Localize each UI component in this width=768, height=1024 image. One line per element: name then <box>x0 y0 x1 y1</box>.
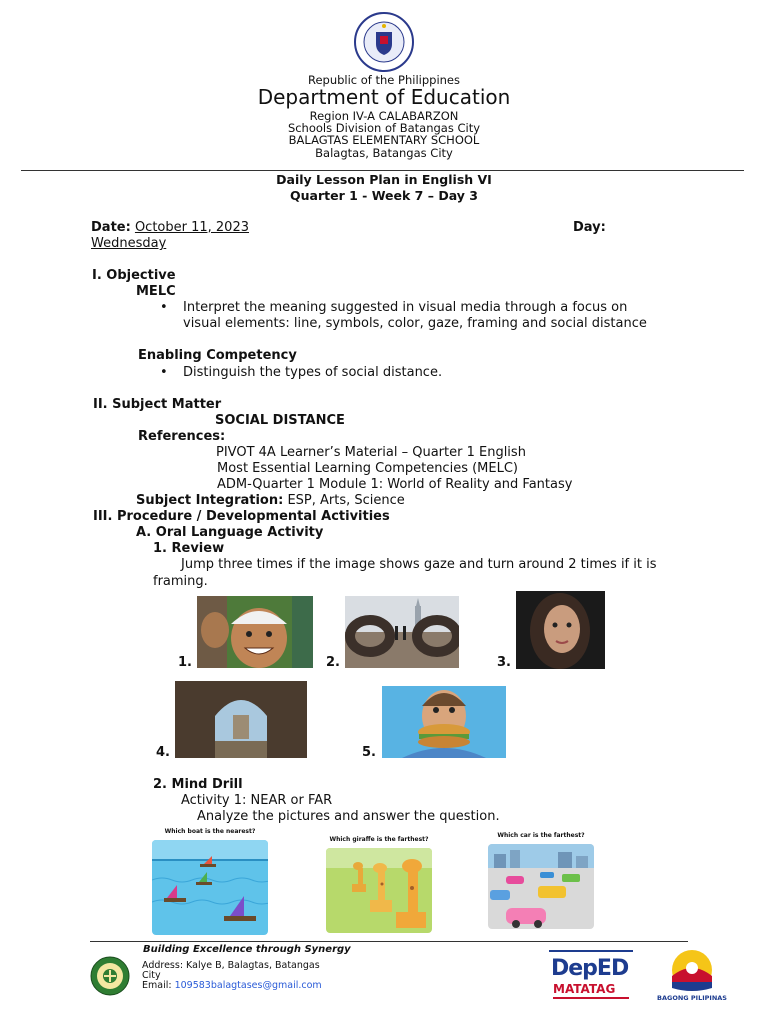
melc-line-2: visual elements: line, symbols, color, gaze, framing and social distance <box>183 316 647 331</box>
footer-address-line-2: City <box>142 970 161 981</box>
lesson-subtitle: Quarter 1 - Week 7 – Day 3 <box>290 188 478 203</box>
review-image-1-smiling-boy <box>197 596 313 668</box>
integration-value: ESP, Arts, Science <box>283 493 405 508</box>
image-number-5: 5. <box>362 745 376 760</box>
image-number-2: 2. <box>326 655 340 670</box>
topic: SOCIAL DISTANCE <box>215 413 345 428</box>
references-label: References: <box>138 429 226 444</box>
logo-underline <box>553 997 629 999</box>
deped-seal-icon <box>352 12 416 72</box>
school-address: Balagtas, Batangas City <box>315 146 453 160</box>
oral-language-heading: A. Oral Language Activity <box>136 525 324 540</box>
subject-matter-heading: II. Subject Matter <box>93 397 222 412</box>
reference-2: Most Essential Learning Competencies (MELC) <box>217 461 518 476</box>
drill-title-giraffes: Which giraffe is the farthest? <box>329 836 429 843</box>
school-text: BALAGTAS ELEMENTARY SCHOOL <box>288 133 480 147</box>
footer-email-label: Email: <box>142 980 175 991</box>
drill-image-cars <box>488 844 594 929</box>
review-line-2: framing. <box>153 574 208 589</box>
drill-image-boats <box>152 840 268 935</box>
bagong-pilipinas-logo <box>652 948 732 1006</box>
activity-label: Activity 1: NEAR or FAR <box>181 793 333 808</box>
date-label: Date: <box>91 220 131 235</box>
review-image-4-archway <box>175 681 307 758</box>
enabling-label: Enabling Competency <box>138 348 297 363</box>
date-value: October 11, 2023 <box>134 220 249 235</box>
footer-divider <box>90 941 688 942</box>
enabling-item: Distinguish the types of social distance. <box>183 365 443 380</box>
drill-title-boats: Which boat is the nearest? <box>164 828 256 835</box>
melc-line-1: Interpret the meaning suggested in visual media through a focus on <box>183 300 628 315</box>
department-title: Department of Education <box>257 85 511 109</box>
footer-motto: Building Excellence through Synergy <box>143 944 351 955</box>
deped-seal <box>352 12 416 72</box>
melc-label: MELC <box>136 284 176 299</box>
review-image-5-man-burger <box>382 686 506 758</box>
image-number-4: 4. <box>156 745 170 760</box>
lesson-title: Daily Lesson Plan in English VI <box>276 172 492 187</box>
drill-title-cars: Which car is the farthest? <box>497 832 585 839</box>
matatag-logo-text: MATATAG <box>553 982 616 996</box>
footer-email-link[interactable]: 109583balagtases@gmail.com <box>174 980 322 991</box>
logo-bar <box>549 950 633 952</box>
bagong-pilipinas-text: BAGONG PILIPINAS <box>657 994 727 1002</box>
school-logo <box>90 956 130 996</box>
deped-matatag-logo <box>549 950 633 1002</box>
bullet: • <box>160 365 168 380</box>
bagong-pilipinas-sun-icon <box>652 948 732 994</box>
review-heading: 1. Review <box>153 541 225 556</box>
objective-heading: I. Objective <box>92 268 176 283</box>
review-image-2-chain-framing <box>345 596 459 668</box>
day-value: Wednesday <box>91 236 167 251</box>
division-text: Schools Division of Batangas City <box>287 121 481 135</box>
day-label: Day: <box>573 220 606 235</box>
integration-label: Subject Integration: <box>136 493 284 508</box>
mind-drill-heading: 2. Mind Drill <box>153 777 243 792</box>
reference-3: ADM-Quarter 1 Module 1: World of Reality and Fantasy <box>217 477 573 492</box>
republic-text: Republic of the Philippines <box>307 73 461 87</box>
bullet: • <box>160 300 168 315</box>
deped-logo-text: DepED <box>551 956 629 981</box>
activity-instruction: Analyze the pictures and answer the question. <box>197 809 500 824</box>
procedure-heading: III. Procedure / Developmental Activities <box>93 509 390 524</box>
image-number-3: 3. <box>497 655 511 670</box>
reference-1: PIVOT 4A Learner’s Material – Quarter 1 English <box>216 445 526 460</box>
drill-image-giraffes <box>326 848 432 933</box>
image-number-1: 1. <box>178 655 192 670</box>
header-divider <box>21 170 744 171</box>
region-text: Region IV-A CALABARZON <box>309 109 459 123</box>
footer-address-line-1: Address: Kalye B, Balagtas, Batangas <box>142 960 320 971</box>
school-seal-icon <box>90 956 130 996</box>
review-image-3-woman-gaze <box>516 591 605 669</box>
review-line-1: Jump three times if the image shows gaze and turn around 2 times if it is <box>181 557 657 572</box>
